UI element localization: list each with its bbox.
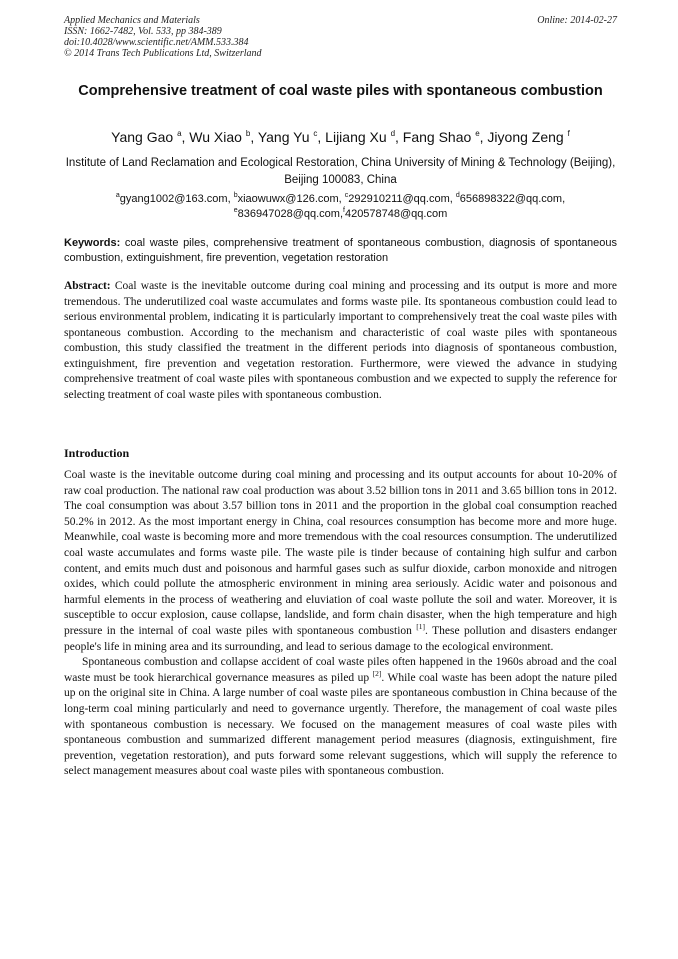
- email-sup: e: [233, 207, 238, 214]
- email-sup: b: [233, 192, 238, 199]
- introduction-body: [64, 468, 617, 780]
- email-address: 292910211@qq.com,: [348, 193, 456, 205]
- author-sup: f: [567, 129, 570, 138]
- citation[interactable]: [1]: [416, 621, 426, 631]
- author-list: Yang Gao $^a$, Wu Xiao $^b$, Yang Yu $^c$, Lijiang Xu $^d$, Fang Shao $^e$, Jiyong Zeng $^f$: [111, 129, 570, 145]
- author-sup: e: [475, 129, 480, 138]
- journal-copyright: © 2014 Trans Tech Publications Ltd, Switzerland: [64, 48, 262, 59]
- email-address: 420578748@qq.com: [344, 208, 448, 220]
- paragraph: [64, 468, 617, 655]
- affiliation: Institute of Land Reclamation and Ecological Restoration, China University of Mining & Technology (Beijing), Beijing 100083, China: [65, 157, 616, 186]
- paper-title: Comprehensive treatment of coal waste piles with spontaneous combustion: [78, 83, 603, 99]
- paragraph-text: Coal waste is the inevitable outcome during coal mining and processing and its output accounts for about 10-20% of raw coal production. The national raw coal production was about 3.52 billion tons in 2011 and 3.65 billion tons in 2012. The coal consumption was about 3.57 billion tons in 2011 and the proportion in the global coal consumption reached 50.2% in 2012. As the most important energy in China, coal resources consumption has become more and more huge. Meanwhile, coal waste is becoming more and more tremendous with the coal resources consumption. The underutilized coal waste accumulates and forms waste pile. The waste pile is tinder because of containing high sulfur and carbon content, and emits much dust and poisonous and harmful gases such as sulfur dioxide, carbon monoxide and nitrogen oxides, which could pollute the atmospheric environment in mining area seriously. Acidic water and poisonous and harmful elements in the process of weathering and eluviation of coal waste pollute the soil and water. Moreover, it is susceptible to occur explosion, cause collapse, landslide, and form chain disaster, when the high temperature and high pressure in the internal of coal waste piles with spontaneous combustion: [64, 469, 617, 637]
- paragraph: [64, 655, 617, 780]
- online-date: Online: 2014-02-27: [537, 15, 617, 26]
- keywords: [64, 236, 617, 266]
- journal-name: Applied Mechanics and Materials: [64, 15, 200, 26]
- email-sup: d: [455, 192, 460, 199]
- author-name: Lijiang Xu: [325, 129, 387, 145]
- email-line: [64, 207, 617, 222]
- email-address: gyang1002@163.com,: [119, 193, 234, 205]
- journal-issn: ISSN: 1662-7482, Vol. 533, pp 384-389: [64, 26, 222, 37]
- paragraph-text: Spontaneous combustion and collapse accident of coal waste piles often happened in the 1960s abroad and the coal waste must be took hierarchical governance measures as piled up: [64, 656, 617, 684]
- author-sup: a: [177, 129, 182, 138]
- paragraph-text: . While coal waste has been adopt the nature piled up on the original site in China. A large number of coal waste piles are spontaneous combustion in China because of the long-term coal mining particularly and need to governance urgently. Therefore, the management of coal waste piles with spontaneous combustion is necessary. We focused on the management measures of coal waste piles with spontaneous combustion and summarized different management period measures (diagnosis, extinguishment, fire prevention, vegetation restoration), and puts forward some relevant suggestions, which will supply the reference to select management measures about coal waste piles with spontaneous combustion.: [64, 671, 617, 778]
- email-address: xiaowuwx@126.com,: [237, 193, 345, 205]
- author-sup: b: [245, 129, 251, 138]
- author-sup: d: [390, 129, 396, 138]
- email-sup: f: [343, 207, 345, 214]
- keywords-text: coal waste piles, comprehensive treatment of spontaneous combustion, diagnosis of spontaneous combustion, extinguishment, fire prevention, vegetation restoration: [64, 237, 617, 264]
- author-name: Yang Gao: [111, 129, 174, 145]
- abstract-label: Abstract:: [64, 280, 111, 292]
- citation[interactable]: [2]: [372, 668, 382, 678]
- email-list: [64, 192, 617, 222]
- email-address: 656898322@qq.com,: [459, 193, 566, 205]
- email-address: 836947028@qq.com,: [237, 208, 343, 220]
- abstract-text: Coal waste is the inevitable outcome during coal mining and processing and its output is more and more tremendous. The underutilized coal waste accumulates and forms waste pile. Its spontaneous combustion could lead to serious environmental problem, indicating it is particularly important to comprehensively treat the coal waste piles with spontaneous combustion. According to the mechanism and characteristic of coal waste piles with spontaneous combustion, this study classified the treatment in the different periods into diagnosis of spontaneous combustion, extinguishment, fire prevention and vegetation restoration. Furthermore, were viewed the advance in studying comprehensive treatment of coal waste piles with spontaneous combustion and we expected to supply the reference for selecting treatment of coal waste piles with spontaneous combustion.: [64, 280, 617, 401]
- section-heading-introduction: Introduction: [64, 446, 130, 460]
- keywords-label: Keywords:: [64, 237, 121, 249]
- abstract: [64, 279, 617, 403]
- author-name: Jiyong Zeng: [487, 129, 564, 145]
- email-sup: a: [115, 192, 120, 199]
- author-name: Wu Xiao: [189, 129, 242, 145]
- journal-header: [64, 15, 617, 59]
- author-name: Fang Shao: [402, 129, 472, 145]
- paragraph-text: . These pollution and disasters endanger people's life in mining area and its surrounding, and lead to serious damage to the ecological environment.: [64, 624, 617, 653]
- email-sup: c: [344, 192, 349, 199]
- email-line: [64, 192, 617, 207]
- author-sup: c: [313, 129, 318, 138]
- author-name: Yang Yu: [257, 129, 310, 145]
- journal-doi: doi:10.4028/www.scientific.net/AMM.533.384: [64, 37, 249, 48]
